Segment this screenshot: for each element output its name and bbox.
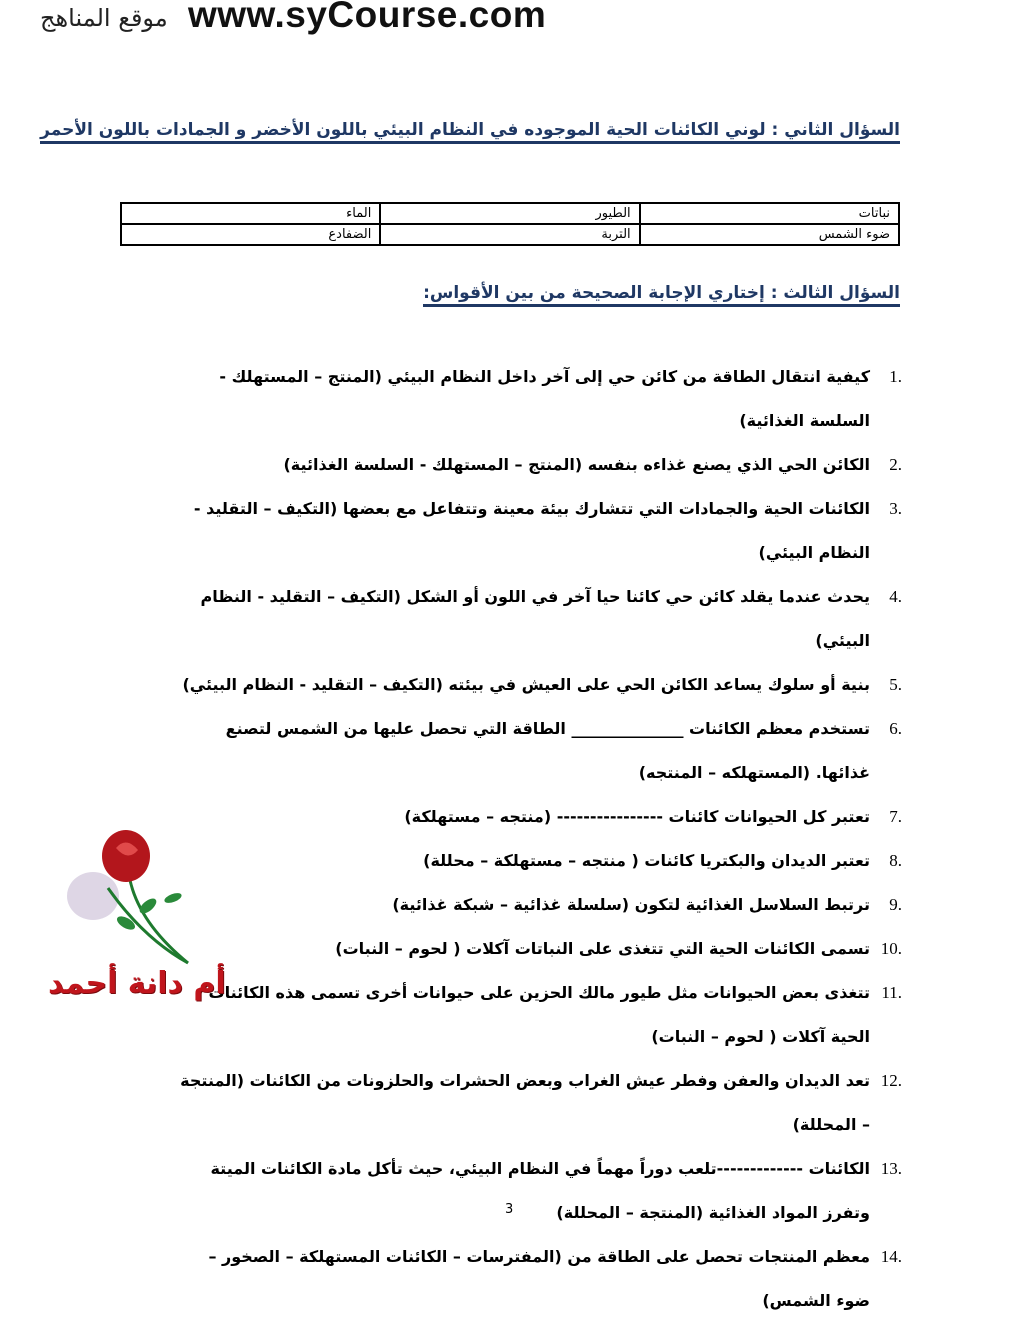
site-watermark: www.syCourse.com xyxy=(188,0,547,35)
item-text: يحدث عندما يقلد كائن حي كائنا حيا آخر في اللون أو الشكل (التكيف – التقليد - النظام البيئي) xyxy=(200,587,870,650)
table-cell: ضوء الشمس xyxy=(640,224,899,245)
item-text: تتغذى بعض الحيوانات مثل طيور مالك الحزين على حيوانات أخرى تسمى هذه الكائنات الحية آكلات ( لحوم – النبات) xyxy=(208,983,870,1046)
logo-text: أم دانة أحمد xyxy=(48,966,226,1001)
list-item xyxy=(170,663,902,707)
item-number: 13. xyxy=(880,1159,902,1178)
question-3-title: السؤال الثالث : إختاري الإجابة الصحيحة من بين الأقواس: xyxy=(423,283,900,307)
item-number: 7. xyxy=(889,807,902,826)
item-number: 10. xyxy=(880,939,902,958)
list-item xyxy=(170,1059,902,1147)
item-number: 6. xyxy=(889,719,902,738)
item-text: تستخدم معظم الكائنات ______________ الطاقة التي تحصل عليها من الشمس لتصنع غذائها. (المستهلكه – المنتجه) xyxy=(225,719,870,782)
site-watermark-arabic: موقع المناهج xyxy=(40,4,168,32)
item-text: تعد الديدان والعفن وفطر عيش الغراب وبعض الحشرات والحلزونات من الكائنات (المنتجة – المحللة) xyxy=(180,1071,870,1134)
item-text: تعتبر الديدان والبكتريا كائنات ( منتجه – مستهلكة – محللة) xyxy=(423,851,870,870)
item-number: 9. xyxy=(889,895,902,914)
table-cell: نباتات xyxy=(640,203,899,224)
item-text: الكائنات -------------تلعب دوراً مهماً في النظام البيئي، حيث تأكل مادة الكائنات الميتة وتفرز المواد الغذائية (المنتجة – المحللة) xyxy=(210,1159,870,1222)
table-cell: الطيور xyxy=(380,203,639,224)
item-text: بنية أو سلوك يساعد الكائن الحي على العيش في بيئته (التكيف – التقليد - النظام البيئي) xyxy=(182,675,870,694)
list-item xyxy=(170,487,902,575)
list-item xyxy=(170,707,902,795)
table-cell: التربة xyxy=(380,224,639,245)
list-item xyxy=(170,443,902,487)
item-number: 14. xyxy=(880,1247,902,1266)
table-row xyxy=(121,203,899,224)
item-text: تعتبر كل الحيوانات كائنات ---------------- (منتجه – مستهلكة) xyxy=(404,807,870,826)
item-number: 1. xyxy=(889,367,902,386)
list-item xyxy=(170,1235,902,1323)
rose-logo xyxy=(48,828,288,1008)
item-text: ترتبط السلاسل الغذائية لتكون (سلسلة غذائية – شبكة غذائية) xyxy=(392,895,870,914)
item-number: 5. xyxy=(889,675,902,694)
question-2-table xyxy=(120,202,900,246)
list-item xyxy=(170,1147,902,1235)
question-2-title: السؤال الثاني : لوني الكائنات الحية الموجوده في النظام البيئي باللون الأخضر و الجمادات باللون الأحمر xyxy=(40,120,900,144)
item-text: معظم المنتجات تحصل على الطاقة من (المفترسات – الكائنات المستهلكة – الصخور – ضوء الشمس) xyxy=(208,1247,870,1310)
table-row xyxy=(121,224,899,245)
list-item xyxy=(170,575,902,663)
list-item xyxy=(170,355,902,443)
item-number: 2. xyxy=(889,455,902,474)
rose-icon xyxy=(48,828,288,968)
page-number: 3 xyxy=(505,1202,514,1217)
item-number: 12. xyxy=(880,1071,902,1090)
table-cell: الماء xyxy=(121,203,380,224)
item-text: الكائنات الحية والجمادات التي تتشارك بيئة معينة وتتفاعل مع بعضها (التكيف – التقليد - النظام البيئي) xyxy=(193,499,870,562)
item-text: تسمى الكائنات الحية التي تتغذى على النباتات آكلات ( لحوم – النبات) xyxy=(335,939,870,958)
item-text: كيفية انتقال الطاقة من كائن حي إلى آخر داخل النظام البيئي (المنتج – المستهلك - السلسة الغذائية) xyxy=(219,367,870,430)
table-cell: الضفادع xyxy=(121,224,380,245)
item-text: الكائن الحي الذي يصنع غذاءه بنفسه (المنتج – المستهلك - السلسة الغذائية) xyxy=(283,455,870,474)
item-number: 8. xyxy=(889,851,902,870)
item-number: 4. xyxy=(889,587,902,606)
item-number: 3. xyxy=(889,499,902,518)
item-number: 11. xyxy=(881,983,902,1002)
